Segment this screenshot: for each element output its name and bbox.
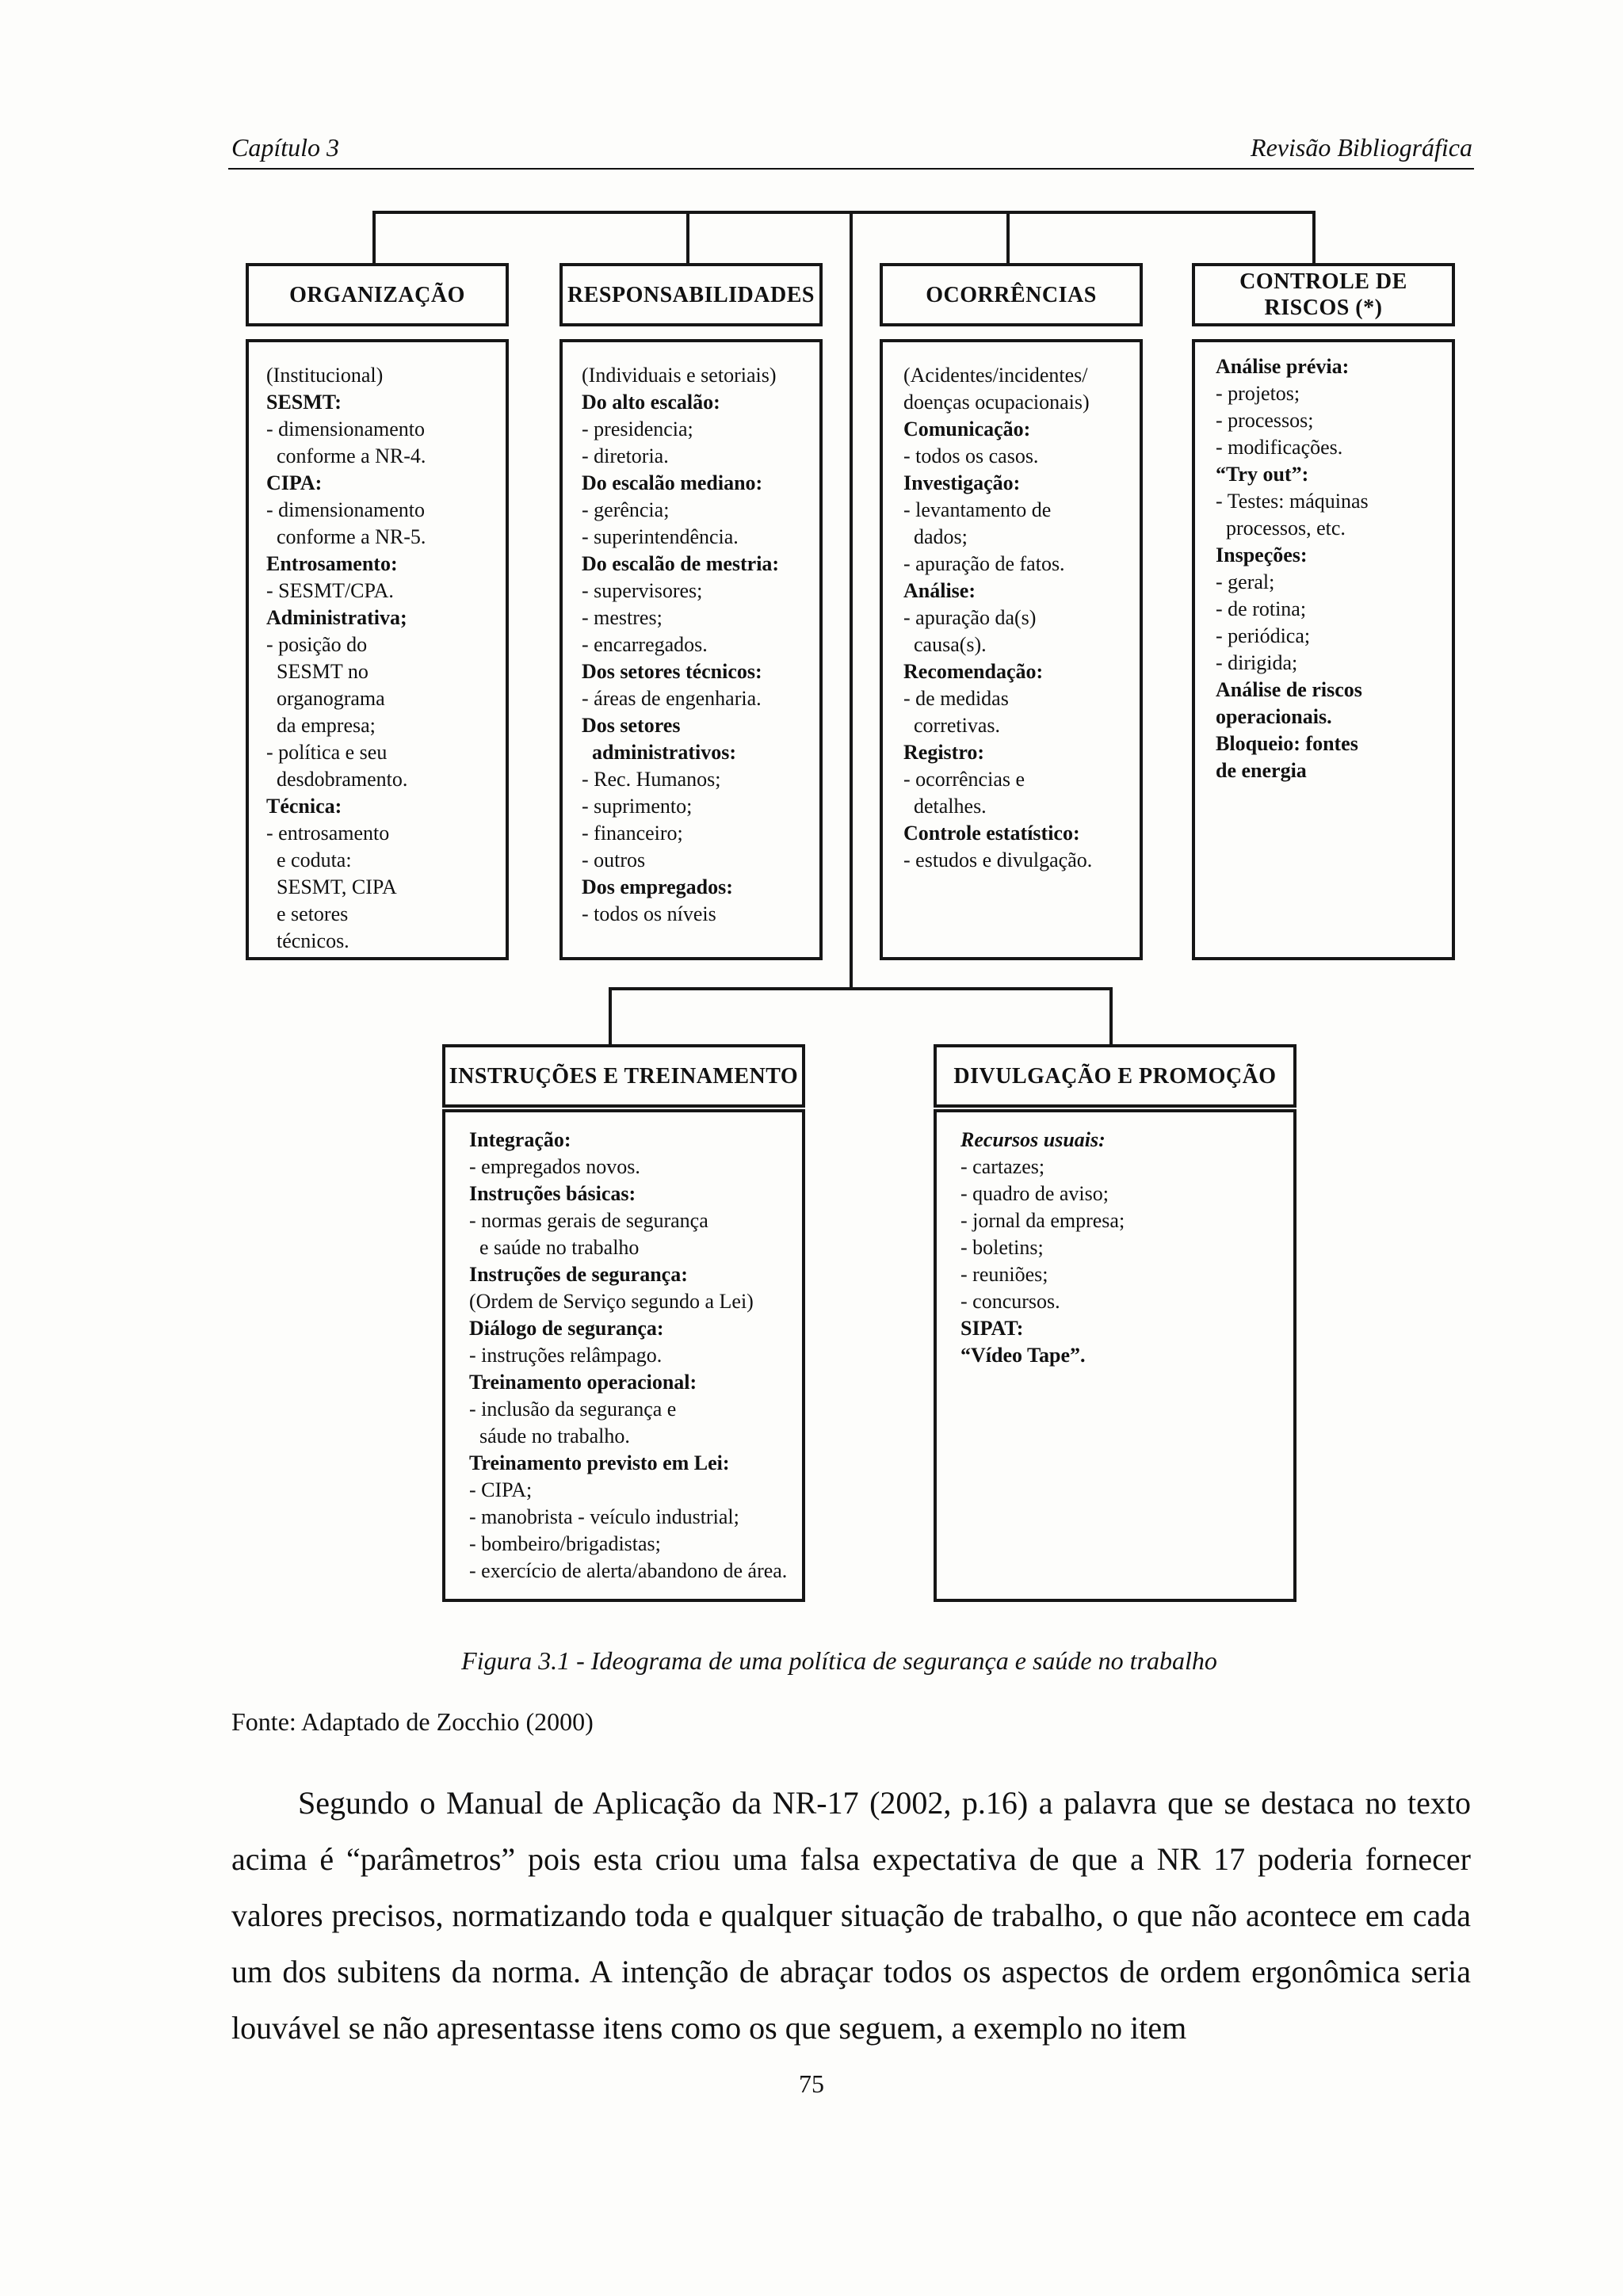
diagram-box-5-line: - concursos. [960, 1290, 1060, 1313]
diagram-box-3-line: de energia [1216, 759, 1307, 782]
diagram-box-1-line: Dos setores [582, 714, 681, 737]
connector-bottom-bus [609, 987, 1113, 990]
diagram-box-4-line: - manobrista - veículo industrial; [469, 1505, 739, 1528]
body-paragraph [231, 1775, 1471, 2056]
diagram-box-0-line: - entrosamento [266, 822, 390, 845]
diagram-box-4-line: - exercício de alerta/abandono de área. [469, 1559, 788, 1582]
diagram-box-2-line: dados; [903, 525, 968, 548]
organizacao-content-box [246, 339, 509, 960]
diagram-box-0-line: e setores [266, 902, 349, 925]
section-header: Revisão Bibliográfica [1251, 133, 1472, 162]
diagram-box-2-line: - apuração de fatos. [903, 552, 1065, 575]
ocorrencias-title-box [880, 263, 1143, 326]
diagram-box-3-line: - projetos; [1216, 382, 1300, 405]
diagram-box-5-line: Recursos usuais: [960, 1128, 1106, 1151]
diagram-box-4-line: - empregados novos. [469, 1155, 640, 1178]
diagram-box-0-line: técnicos. [266, 929, 349, 952]
diagram-box-0-line: desdobramento. [266, 768, 408, 791]
diagram-box-1-line: - presidencia; [582, 418, 693, 441]
diagram-box-4-line: Treinamento previsto em Lei: [469, 1451, 730, 1474]
diagram-box-1-line: - gerência; [582, 498, 670, 521]
diagram-box-1-line: - encarregados. [582, 633, 708, 656]
ocorrencias-content-box [880, 339, 1143, 960]
divulgacao-promocao-title-box [934, 1044, 1296, 1108]
diagram-box-0-line: conforme a NR-4. [266, 444, 426, 467]
diagram-box-1-line: - financeiro; [582, 822, 683, 845]
diagram-box-0-line: da empresa; [266, 714, 376, 737]
diagram-box-0-line: (Institucional) [266, 364, 384, 387]
diagram-box-3-line: Análise de riscos [1216, 678, 1362, 701]
diagram-box-2-line: - levantamento de [903, 498, 1052, 521]
responsabilidades-content-box [559, 339, 823, 960]
diagram-box-0-line: SESMT: [266, 391, 342, 414]
responsabilidades-title-box [559, 263, 823, 326]
instrucoes-treinamento-title: INSTRUÇÕES E TREINAMENTO [449, 1063, 799, 1089]
diagram-box-2-line: detalhes. [903, 795, 987, 818]
diagram-box-2-line: Análise: [903, 579, 976, 602]
diagram-box-1-line: - suprimento; [582, 795, 693, 818]
diagram-box-3-line: processos, etc. [1216, 517, 1346, 540]
page-number: 75 [799, 2069, 824, 2098]
connector-resp [686, 211, 689, 265]
diagram-box-1-line: administrativos: [582, 741, 736, 764]
diagram-box-3-line: operacionais. [1216, 705, 1332, 728]
diagram-box-4-line: (Ordem de Serviço segundo a Lei) [469, 1290, 754, 1313]
body-paragraph-text: Segundo o Manual de Aplicação da NR-17 (2002, p.16) a palavra que se destaca no texto acima é “parâmetros” pois esta criou uma falsa expectativa de que a NR 17 poderia fornecer valores precisos, normatizando toda e qualquer situação de trabalho, o que não acontece em cada um dos subitens da norma. A intenção de abraçar todos os aspectos de ordem ergonômica seria louvável se não apresentasse itens como os que seguem, a exemplo no item [231, 1785, 1471, 2046]
diagram-box-0-line: SESMT no [266, 660, 369, 683]
diagram-box-0-line: Técnica: [266, 795, 342, 818]
diagram-box-1-line: - diretoria. [582, 444, 669, 467]
diagram-box-4-line: - CIPA; [469, 1478, 533, 1501]
diagram-box-1-line: Dos setores técnicos: [582, 660, 762, 683]
chapter-header: Capítulo 3 [231, 133, 340, 162]
diagram-box-4-line: Diálogo de segurança: [469, 1317, 664, 1340]
diagram-box-4-line: - normas gerais de segurança [469, 1209, 708, 1232]
diagram-box-1-line: Dos empregados: [582, 875, 733, 898]
organizacao-title-box [246, 263, 509, 326]
diagram-box-1-line: Do alto escalão: [582, 391, 720, 414]
instrucoes-treinamento-title-box [442, 1044, 805, 1108]
diagram-box-4-line: sáude no trabalho. [469, 1425, 630, 1447]
diagram-box-5-line: - cartazes; [960, 1155, 1045, 1178]
diagram-box-4-line: - bombeiro/brigadistas; [469, 1532, 661, 1555]
divulgacao-promocao-title: DIVULGAÇÃO E PROMOÇÃO [953, 1063, 1277, 1089]
connector-spine [850, 211, 853, 990]
diagram-box-0-line: conforme a NR-5. [266, 525, 426, 548]
diagram-box-3-line: Análise prévia: [1216, 355, 1350, 378]
diagram-box-3-line: Bloqueio: fontes [1216, 732, 1358, 755]
figure-caption [0, 1646, 1623, 1676]
diagram-box-3-line: - geral; [1216, 570, 1275, 593]
instrucoes-treinamento-content-box [442, 1109, 805, 1602]
diagram-box-1-line: (Individuais e setoriais) [582, 364, 777, 387]
diagram-box-3-line: - dirigida; [1216, 651, 1298, 674]
diagram-box-3-line: - periódica; [1216, 624, 1311, 647]
diagram-box-2-line: doenças ocupacionais) [903, 391, 1090, 414]
connector-ctrl [1312, 211, 1316, 265]
diagram-box-0-line: - dimensionamento [266, 418, 426, 441]
diagram-box-3-line: - processos; [1216, 409, 1314, 432]
responsabilidades-title: RESPONSABILIDADES [567, 282, 815, 307]
diagram-box-0-line: SESMT, CIPA [266, 875, 397, 898]
diagram-box-2-line: Registro: [903, 741, 985, 764]
diagram-box-4-line: - instruções relâmpago. [469, 1344, 663, 1367]
figure-source: Fonte: Adaptado de Zocchio (2000) [231, 1707, 594, 1736]
controle-riscos-content-box [1192, 339, 1455, 960]
diagram-box-0-line: Entrosamento: [266, 552, 398, 575]
connector-org [372, 211, 376, 265]
diagram-box-5-line: - reuniões; [960, 1263, 1048, 1286]
diagram-box-2-line: - estudos e divulgação. [903, 849, 1093, 871]
diagram-box-5-line: “Vídeo Tape”. [960, 1344, 1086, 1367]
header-rule [228, 168, 1474, 170]
diagram-box-4-line: Integração: [469, 1128, 571, 1151]
controle-riscos-title-line-1: CONTROLE DE [1239, 269, 1407, 294]
diagram-box-5-line: - quadro de aviso; [960, 1182, 1109, 1205]
diagram-box-1-line: - supervisores; [582, 579, 703, 602]
diagram-box-3-line: - Testes: máquinas [1216, 490, 1369, 513]
diagram-box-2-line: Comunicação: [903, 418, 1031, 441]
controle-riscos-title-box [1192, 263, 1455, 326]
organizacao-title: ORGANIZAÇÃO [289, 282, 465, 307]
diagram-box-4-line: - inclusão da segurança e [469, 1398, 677, 1421]
diagram-box-1-line: - superintendência. [582, 525, 739, 548]
diagram-box-0-line: - SESMT/CPA. [266, 579, 394, 602]
diagram-box-2-line: causa(s). [903, 633, 987, 656]
diagram-box-2-line: - apuração da(s) [903, 606, 1037, 629]
diagram-box-5-line: - boletins; [960, 1236, 1044, 1259]
diagram-box-2-line: Investigação: [903, 471, 1021, 494]
diagram-box-0-line: organograma [266, 687, 385, 710]
diagram-box-4-line: e saúde no trabalho [469, 1236, 640, 1259]
connector-div [1109, 987, 1113, 1046]
diagram-box-2-line: - de medidas [903, 687, 1009, 710]
diagram-box-0-line: CIPA: [266, 471, 323, 494]
diagram-box-3-line: - modificações. [1216, 436, 1343, 459]
diagram-box-1-line: - mestres; [582, 606, 663, 629]
diagram-box-5-line: SIPAT: [960, 1317, 1024, 1340]
diagram-box-1-line: - Rec. Humanos; [582, 768, 721, 791]
diagram-box-2-line: corretivas. [903, 714, 1001, 737]
diagram-box-1-line: - áreas de engenharia. [582, 687, 762, 710]
divulgacao-promocao-content-box [934, 1109, 1296, 1602]
diagram-box-3-line: - de rotina; [1216, 597, 1307, 620]
diagram-box-0-line: Administrativa; [266, 606, 407, 629]
diagram-box-4-line: Instruções básicas: [469, 1182, 636, 1205]
diagram-box-2-line: - todos os casos. [903, 444, 1039, 467]
diagram-box-1-line: Do escalão mediano: [582, 471, 763, 494]
diagram-box-0-line: e coduta: [266, 849, 352, 871]
diagram-box-2-line: Recomendação: [903, 660, 1044, 683]
diagram-box-0-line: - dimensionamento [266, 498, 426, 521]
diagram-box-2-line: Controle estatístico: [903, 822, 1080, 845]
diagram-box-5-line: - jornal da empresa; [960, 1209, 1125, 1232]
diagram-box-3-line: Inspeções: [1216, 543, 1308, 566]
diagram-box-4-line: Treinamento operacional: [469, 1371, 697, 1394]
diagram-box-1-line: - todos os níveis [582, 902, 716, 925]
diagram-box-0-line: - posição do [266, 633, 368, 656]
connector-ocor [1006, 211, 1010, 265]
diagram-box-4-line: Instruções de segurança: [469, 1263, 688, 1286]
diagram-box-2-line: - ocorrências e [903, 768, 1025, 791]
connector-top-bus [372, 211, 1316, 214]
connector-instr [609, 987, 612, 1046]
diagram-box-1-line: - outros [582, 849, 646, 871]
figure-caption-text: Figura 3.1 - Ideograma de uma política de segurança e saúde no trabalho [461, 1646, 1217, 1675]
diagram-box-0-line: - política e seu [266, 741, 388, 764]
diagram-box-1-line: Do escalão de mestria: [582, 552, 780, 575]
diagram-box-3-line: “Try out”: [1216, 463, 1309, 486]
ocorrencias-title: OCORRÊNCIAS [926, 282, 1097, 307]
diagram-box-2-line: (Acidentes/incidentes/ [903, 364, 1088, 387]
controle-riscos-title-line-2: RISCOS (*) [1264, 296, 1383, 320]
